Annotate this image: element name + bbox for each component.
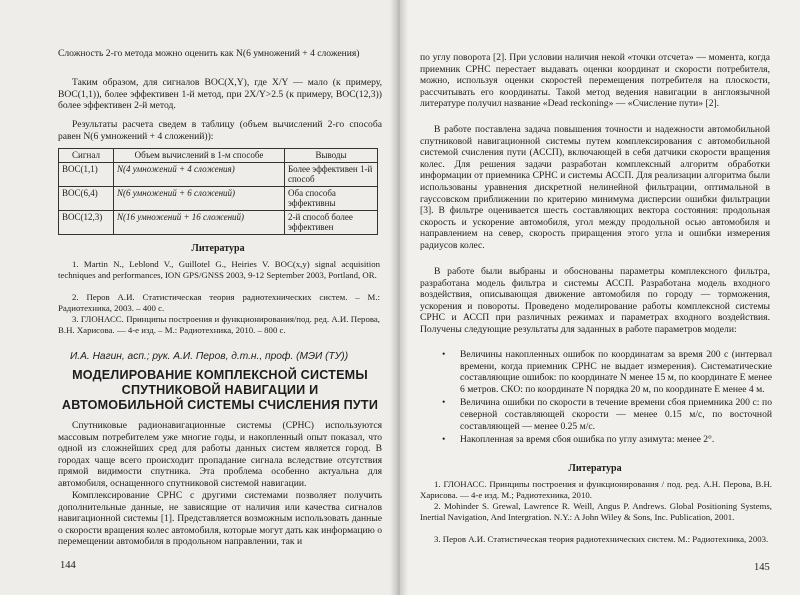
task-paragraph: В работе поставлена задача повышения точности и надежности автомобильной спутниковой навигационной системы путем комплексирования с автомобильной системой счисления пути (АССП), включающей в себя датчики скорости вращения колес. Для решения задачи разработан комплексный алгоритм обработки информации от приемника СРНС и системы АССП. Для реализации алгоритма были использованы уравнения дискретной нелинейной фильтрации, оптимальной в гауссовском приближении по критерию минимума дисперсии ошибки фильтрации [3]. В фильтре оценивается шесть составляющих вектора состояния: продольная скорость и ускорение автомобиля, угол между продольной осью автомобиля и направлением на север, скорость приращения этого угла и ошибки измерения радиусов колес. [420, 124, 770, 251]
references-heading: Литература [568, 463, 622, 474]
table-row [59, 162, 378, 186]
references-heading: Литература [191, 243, 245, 254]
table-intro-paragraph: Результаты расчета сведем в таблицу (объем вычислений 2-го способа равен N(6 умножений + 4 сложений)): [58, 119, 382, 142]
list-item-text: Накопленная за время сбоя ошибка по углу азимута: менее 2°. [460, 434, 715, 446]
article-title: МОДЕЛИРОВАНИЕ КОМПЛЕКСНОЙ СИСТЕМЫ СПУТНИКОВОЙ НАВИГАЦИИ И АВТОМОБИЛЬНОЙ СИСТЕМЫ СЧИСЛЕНИЯ ПУТИ [61, 368, 379, 412]
list-item [442, 434, 772, 446]
results-table [58, 148, 378, 235]
bullet-icon: • [442, 349, 446, 360]
reference-item: 3. ГЛОНАСС. Принципы построения и функционирования/под. ред. А.И. Перова, В.Н. Харисова. — 4-е изд. – М.: Радиотехника, 2010. – 800 с. [58, 314, 380, 335]
table-cell: 2-й способ более эффективен [285, 210, 378, 234]
reference-item: 3. Перов А.И. Статистическая теория радиотехнических систем. М.: Радиотехника, 2003. [434, 534, 769, 544]
reference-item: 2. Mohinder S. Grewal, Lawrence R. Weill, Angus P. Andrews. Global Positioning Systems, Inertial Navigation, And Intergration. N.Y.: A John Wiley & Sons, Inc. Publication, 2001. [420, 501, 772, 522]
table-cell: BOC(12,3) [59, 210, 114, 234]
list-item-text: Величины накопленных ошибок по координатам за время 200 с (интервал времени, когда приемник СРНС не выдает измерения). Систематические составляющие ошибок: по координате N менее 15 м, по координате E менее 6 метров. СКО: по координате N порядка 20 м, по координате E менее 4 м. [460, 349, 772, 395]
reference-item: 2. Перов А.И. Статистическая теория радиотехнических систем. – М.: Радиотехника, 2003. – 400 с. [58, 292, 380, 313]
table-cell: BOC(6,4) [59, 186, 114, 210]
results-list [442, 349, 772, 448]
book-gutter [390, 0, 408, 595]
table-header-row [59, 149, 378, 163]
table-cell: N(16 умножений + 16 сложений) [114, 210, 285, 234]
conclusion-paragraph: Таким образом, для сигналов BOC(X,Y), где X/Y — мало (к примеру, BOC(1,1)), более эффективен 1-й метод, при 2X/Y>2.5 (к примеру, BOC(12,3)) более эффективен 2-й метод. [58, 77, 382, 112]
table-cell: Более эффективен 1-й способ [285, 162, 378, 186]
table-header: Объем вычислений в 1-м способе [114, 149, 285, 163]
integration-paragraph: Комплексирование СРНС с другими системами позволяет получить дополнительные данные, не зависящие от наличия или качества сигналов навигационной системы [1]. Представляется возможным использовать данные о скорости вращения колес автомобиля, которые могут дать как информацию о перемещении автомобиля в продольном направлении, так и [58, 490, 382, 548]
table-cell: Оба способа эффективны [285, 186, 378, 210]
table-cell: N(6 умножений + 6 сложений) [114, 186, 285, 210]
table-row [59, 210, 378, 234]
page-number: 144 [60, 560, 76, 571]
table-cell: N(4 умножений + 4 сложения) [114, 162, 285, 186]
article-authors: И.А. Нагин, асп.; рук. А.И. Перов, д.т.н., проф. (МЭИ (ТУ)) [70, 351, 349, 362]
table-cell: BOC(1,1) [59, 162, 114, 186]
list-item-text: Величина ошибки по скорости в течение времени сбоя приемника 200 с: по северной составляющей скорости — менее 0.15 м/с, по восточной составляющей — менее 0.25 м/с. [460, 397, 772, 432]
page-number: 145 [754, 562, 770, 573]
reference-item: 1. ГЛОНАСС. Принципы построения и функционирования / под. ред. А.Н. Перова, В.Н. Харисова. — 4-е изд. М.; Радиотехника, 2010. [420, 479, 772, 500]
complexity-paragraph: Сложность 2-го метода можно оценить как N(6 умножений + 4 сложения) [58, 48, 360, 59]
intro-paragraph: Спутниковые радионавигационные системы (СРНС) используются массовым потребителем уже многие годы, и накопленный опыт показал, что одной из сложнейших сред для работы данных систем является город. В городах чаще всего происходит пропадание сигнала вследствие отсутствия прямой видимости спутника. Эта проблема особенно актуальна для автомобиля, оснащенного спутниковой системой навигации. [58, 420, 382, 489]
results-intro-paragraph: В работе были выбраны и обоснованы параметры комплексного фильтра, разработана модель фильтра и системы АССП. Разработана модель входного воздействия, описывающая движение автомобиля по городу — торможения, ускорения и повороты. Проведено моделирование работы комплексной системы СРНС и АССП при различных режимах и параметрах входного воздействия. Получены следующие результаты для заданных в работе параметров модели: [420, 266, 770, 335]
table-header: Выводы [285, 149, 378, 163]
list-item [442, 349, 772, 395]
table-row [59, 186, 378, 210]
dead-reckoning-paragraph: по углу поворота [2]. При условии наличия некой «точки отсчета» — момента, когда приемник СРНС перестает выдавать оценки координат и скорости потребителя, можно, используя оценки скоростей перемещения потребителя на плоскости, рассчитывать его координаты. Такой метод ведения навигации в англоязычной литературе получил название «Dead reckoning» — «Счисление пути» [2]. [420, 52, 770, 110]
right-page [398, 0, 800, 595]
list-item [442, 397, 772, 432]
table-header: Сигнал [59, 149, 114, 163]
bullet-icon: • [442, 397, 446, 409]
bullet-icon: • [442, 434, 446, 446]
left-page [0, 0, 398, 595]
reference-item: 1. Martin N., Leblond V., Guillotel G., Heiries V. BOC(x,y) signal acquisition techniques and performances, ION GPS/GNSS 2003, 9-12 September 2003, Portland, OR. [58, 259, 380, 280]
